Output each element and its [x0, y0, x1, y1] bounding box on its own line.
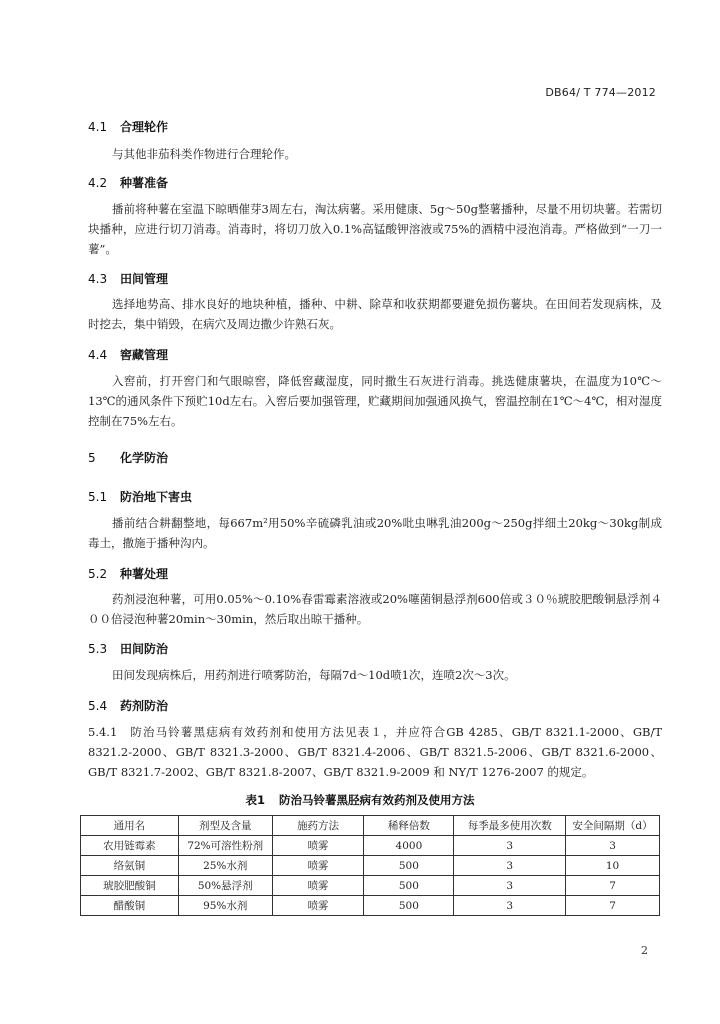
section-number: 5 — [88, 451, 96, 465]
section-heading-5-3 — [88, 640, 168, 657]
section-number: 5.2 — [88, 567, 108, 581]
table-cell: 7 — [566, 896, 660, 916]
table-cell: 500 — [364, 856, 454, 876]
section-heading-5-1 — [88, 488, 192, 505]
section-text-5-4-1 — [88, 722, 662, 782]
table-cell: 醋酸铜 — [81, 896, 179, 916]
column-header-safety-interval: 安全间隔期（d） — [566, 816, 660, 836]
section-text-4-4: 入窖前，打开窖门和气眼晾窖，降低窖藏湿度，同时撒生石灰进行消毒。挑选健康薯块，在温度为10℃～13℃的通风条件下预贮10d左右。入窖后要加强管理，贮藏期间加强通风换气，窖温控制在1℃～4℃，相对湿度控制在75%左右。 — [88, 374, 662, 428]
table-cell: 10 — [566, 856, 660, 876]
section-number: 4.2 — [88, 176, 108, 190]
table-cell: 琥胶肥酸铜 — [81, 876, 179, 896]
table-cell: 喷雾 — [272, 896, 364, 916]
document-id: DB64/ T 774—2012 — [545, 86, 656, 99]
section-text-4-1: 与其他非茄科类作物进行合理轮作。 — [112, 147, 296, 161]
section-text-5-2: 药剂浸泡种薯，可用0.05%～0.10%春雷霉素溶液或20%噻菌铜悬浮剂600倍或３０％琥胶肥酸铜悬浮剂４００倍浸泡种薯20min～30min，然后取出晾干播种。 — [88, 592, 662, 626]
table-row — [81, 836, 660, 856]
section-title: 种薯处理 — [120, 567, 169, 581]
table-cell: 72%可溶性粉剂 — [178, 836, 272, 856]
table-cell: 3 — [454, 876, 566, 896]
column-header-max-uses: 每季最多使用次数 — [454, 816, 566, 836]
section-title: 合理轮作 — [120, 120, 169, 134]
table-cell: 农用链霉素 — [81, 836, 179, 856]
section-heading-4-4 — [88, 346, 168, 363]
clause-number: 5.4.1 — [88, 725, 118, 739]
table-row — [81, 856, 660, 876]
table-header-row — [81, 816, 660, 836]
section-number: 4.1 — [88, 120, 108, 134]
pesticide-table — [80, 815, 660, 916]
section-heading-4-3 — [88, 270, 168, 287]
section-title: 药剂防治 — [120, 699, 169, 713]
section-title: 防治地下害虫 — [120, 490, 193, 504]
table-row — [81, 896, 660, 916]
section-text-5-1: 播前结合耕翻整地，每667m²用50%辛硫磷乳油或20%吡虫啉乳油200g～250g拌细土20kg～30kg制成毒土，撒施于播种沟内。 — [88, 516, 662, 550]
column-header-formulation: 剂型及含量 — [178, 816, 272, 836]
table-cell: 喷雾 — [272, 876, 364, 896]
section-number: 5.3 — [88, 642, 108, 656]
table-cell: 3 — [454, 856, 566, 876]
section-text-5-3: 田间发现病株后，用药剂进行喷雾防治，每隔7d～10d喷1次，连喷2次～3次。 — [112, 668, 516, 682]
section-number: 4.3 — [88, 272, 108, 286]
section-title: 种薯准备 — [120, 176, 169, 190]
section-number: 5.1 — [88, 490, 108, 504]
table-caption — [0, 792, 720, 808]
table-cell: 25%水剂 — [178, 856, 272, 876]
column-header-common-name: 通用名 — [81, 816, 179, 836]
table-cell: 500 — [364, 876, 454, 896]
section-heading-5 — [88, 449, 168, 466]
table-cell: 50%悬浮剂 — [178, 876, 272, 896]
section-title: 田间防治 — [120, 642, 169, 656]
table-cell: 喷雾 — [272, 856, 364, 876]
table-cell: 4000 — [364, 836, 454, 856]
column-header-dilution: 稀释倍数 — [364, 816, 454, 836]
table-cell: 络氨铜 — [81, 856, 179, 876]
section-heading-4-2 — [88, 174, 168, 191]
section-title: 田间管理 — [120, 272, 169, 286]
section-text-4-3: 选择地势高、排水良好的地块种植，播种、中耕、除草和收获期都要避免损伤薯块。在田间若发现病株，及时挖去，集中销毁，在病穴及周边撒少许熟石灰。 — [88, 297, 662, 331]
table-caption-number: 表1 — [245, 793, 265, 807]
column-header-application-method: 施药方法 — [272, 816, 364, 836]
table-cell: 7 — [566, 876, 660, 896]
table-cell: 500 — [364, 896, 454, 916]
table-cell: 3 — [454, 896, 566, 916]
section-heading-5-2 — [88, 565, 168, 582]
table-cell: 喷雾 — [272, 836, 364, 856]
section-number: 5.4 — [88, 699, 108, 713]
section-title: 窖藏管理 — [120, 348, 169, 362]
page-number: 2 — [641, 944, 648, 957]
clause-text: 防治马铃薯黑痣病有效药剂和使用方法见表１，并应符合GB 4285、GB/T 8321.1-2000、GB/T 8321.2-2000、GB/T 8321.3-2000、GB/T 8321.4-2006、GB/T 8321.5-2006、GB/T 8321.6-2000、GB/T 8321.7-2002、GB/T 8321.8-2007、GB/T 8321.9-2009 和 NY/T 1276-2007 的规定。 — [88, 725, 662, 779]
section-number: 4.4 — [88, 348, 108, 362]
section-heading-4-1 — [88, 118, 168, 135]
table-cell: 3 — [566, 836, 660, 856]
table-cell: 95%水剂 — [178, 896, 272, 916]
table-cell: 3 — [454, 836, 566, 856]
section-title: 化学防治 — [120, 451, 169, 465]
table-row — [81, 876, 660, 896]
section-text-4-2: 播前将种薯在室温下晾晒催芽3周左右，淘汰病薯。采用健康、5g～50g整薯播种，尽量不用切块薯。若需切块播种，应进行切刀消毒。消毒时，将切刀放入0.1%高锰酸钾溶液或75%的酒精中浸泡消毒。严格做到“一刀一薯”。 — [88, 202, 662, 256]
table-caption-title: 防治马铃薯黑胫病有效药剂及使用方法 — [279, 793, 475, 807]
section-heading-5-4 — [88, 697, 168, 714]
